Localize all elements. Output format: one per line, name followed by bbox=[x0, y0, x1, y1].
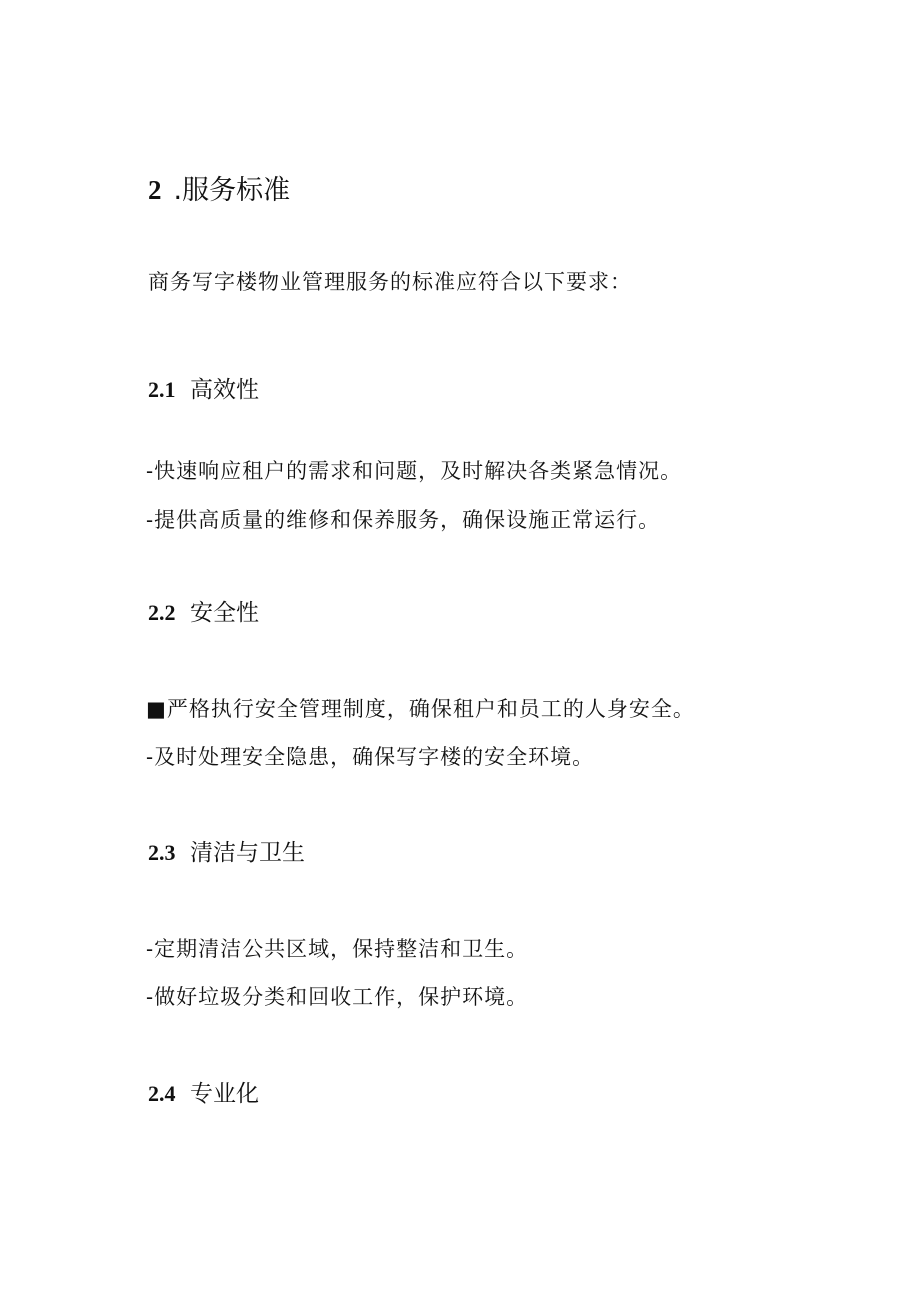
list-item: -提供高质量的维修和保养服务，确保设施正常运行。 bbox=[146, 508, 661, 532]
subsection-title: 专业化 bbox=[190, 1081, 259, 1107]
section-heading bbox=[148, 172, 290, 209]
section-intro: 商务写字楼物业管理服务的标准应符合以下要求： bbox=[148, 270, 632, 294]
subsection-number: 2.2 bbox=[148, 600, 176, 625]
list-item: -及时处理安全隐患，确保写字楼的安全环境。 bbox=[146, 745, 595, 769]
section-title: .服务标准 bbox=[173, 175, 291, 206]
subsection-number: 2.3 bbox=[148, 840, 176, 865]
subsection-heading-2-3 bbox=[148, 836, 305, 870]
subsection-number: 2.1 bbox=[148, 377, 176, 402]
list-item: ■严格执行安全管理制度，确保租户和员工的人身安全。 bbox=[146, 697, 695, 721]
subsection-heading-2-2 bbox=[148, 596, 259, 630]
list-item: -做好垃圾分类和回收工作，保护环境。 bbox=[146, 985, 529, 1009]
subsection-title: 安全性 bbox=[190, 600, 259, 626]
subsection-heading-2-1 bbox=[148, 373, 259, 407]
subsection-heading-2-4 bbox=[148, 1077, 259, 1111]
section-number: 2 bbox=[148, 175, 162, 205]
subsection-title: 高效性 bbox=[190, 377, 259, 403]
list-item: -定期清洁公共区域，保持整洁和卫生。 bbox=[146, 937, 529, 961]
subsection-number: 2.4 bbox=[148, 1081, 176, 1106]
subsection-title: 清洁与卫生 bbox=[190, 840, 305, 866]
list-item: -快速响应租户的需求和问题，及时解决各类紧急情况。 bbox=[146, 459, 683, 483]
